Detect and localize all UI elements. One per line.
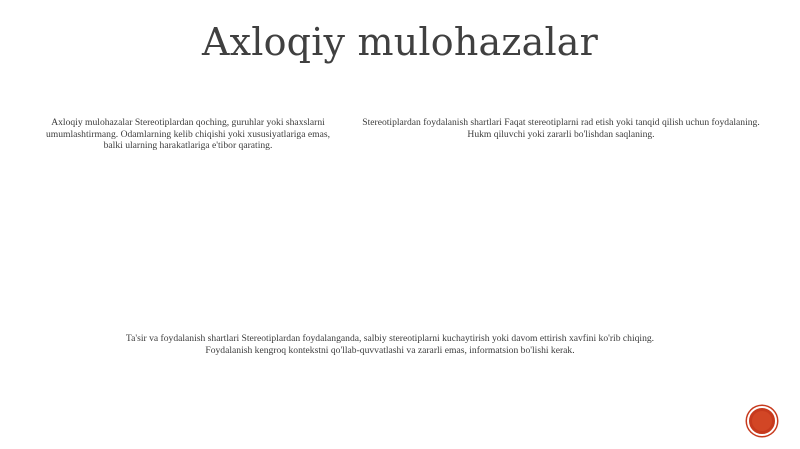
text-block-bottom: Ta'sir va foydalanish shartlari Stereotiplardan foydalanganda, salbiy stereotiplarni kuchaytirish yoki davom ettirish xavfini ko'rib chiqing. Foydalanish kengroq kontekstni qo'llab-quvvatlashi va zararli emas, informatsion bo'lishi kerak. <box>125 333 655 356</box>
text-block-right: Stereotiplardan foydalanish shartlari Faqat stereotiplarni rad etish yoki tanqid qilish uchun foydalaning. Hukm qiluvchi yoki zararli bo'lishdan saqlaning. <box>362 117 760 140</box>
text-block-left: Axloqiy mulohazalar Stereotiplardan qoching, guruhlar yoki shaxslarni umumlashtirmang. Odamlarning kelib chiqishi yoki xususiyatlariga emas, balki ularning harakatlariga e'tibor qarating. <box>45 117 331 152</box>
circle-icon <box>752 411 772 431</box>
slide-title: Axloqiy mulohazalar <box>201 20 599 64</box>
slide-nav-button[interactable] <box>747 406 777 436</box>
